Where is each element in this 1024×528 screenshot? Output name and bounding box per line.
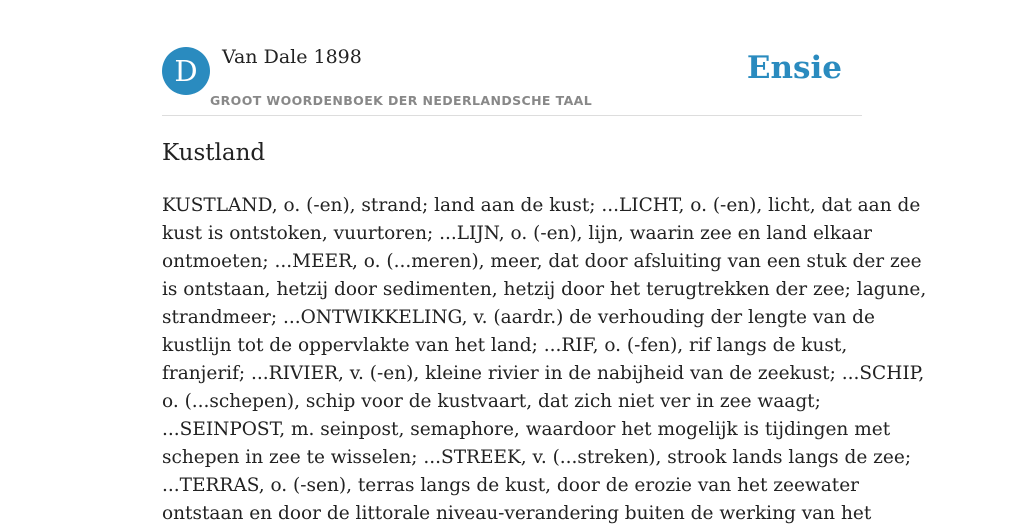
definition-line: kust is ontstoken, vuurtoren; ...LIJN, o. (-en), lijn, waarin zee en land elkaar [162, 223, 872, 244]
brand-logo[interactable]: Ensie [746, 50, 842, 86]
entry-definition [162, 192, 927, 528]
definition-line: ontstaan en door de littorale niveau-verandering buiten de werking van het [162, 503, 872, 524]
definition-line: ...TERRAS, o. (-sen), terras langs de kust, door de erozie van het zeewater [162, 475, 860, 496]
definition-line: o. (...schepen), schip voor de kustvaart, dat zich niet ver in zee waagt; [162, 391, 821, 412]
definition-line: strandmeer; ...ONTWIKKELING, v. (aardr.) de verhouding der lengte van de [162, 307, 875, 328]
source-avatar[interactable]: D [162, 47, 210, 95]
entry-title: Kustland [162, 140, 266, 166]
page [162, 0, 927, 524]
definition-line: KUSTLAND, o. (-en), strand; land aan de kust; ...LICHT, o. (-en), licht, dat aan de [162, 195, 921, 216]
definition-line: schepen in zee te wisselen; ...STREEK, v. (...streken), strook lands langs de zee; [162, 447, 912, 468]
definition-line: franjerif; ...RIVIER, v. (-en), kleine rivier in de nabijheid van de zeekust; ...SCHIP, [162, 363, 925, 384]
definition-line: ontmoeten; ...MEER, o. (...meren), meer, dat door afsluiting van een stuk der zee [162, 251, 922, 272]
definition-line: is ontstaan, hetzij door sedimenten, hetzij door het terugtrekken der zee; lagune, [162, 279, 927, 300]
header [162, 0, 862, 116]
definition-line: ...SEINPOST, m. seinpost, semaphore, waardoor het mogelijk is tijdingen met [162, 419, 891, 440]
source-title[interactable]: Van Dale 1898 [222, 46, 362, 68]
source-subtitle: GROOT WOORDENBOEK DER NEDERLANDSCHE TAAL [210, 93, 593, 108]
definition-line: kustlijn tot de oppervlakte van het land; ...RIF, o. (-fen), rif langs de kust, [162, 335, 848, 356]
